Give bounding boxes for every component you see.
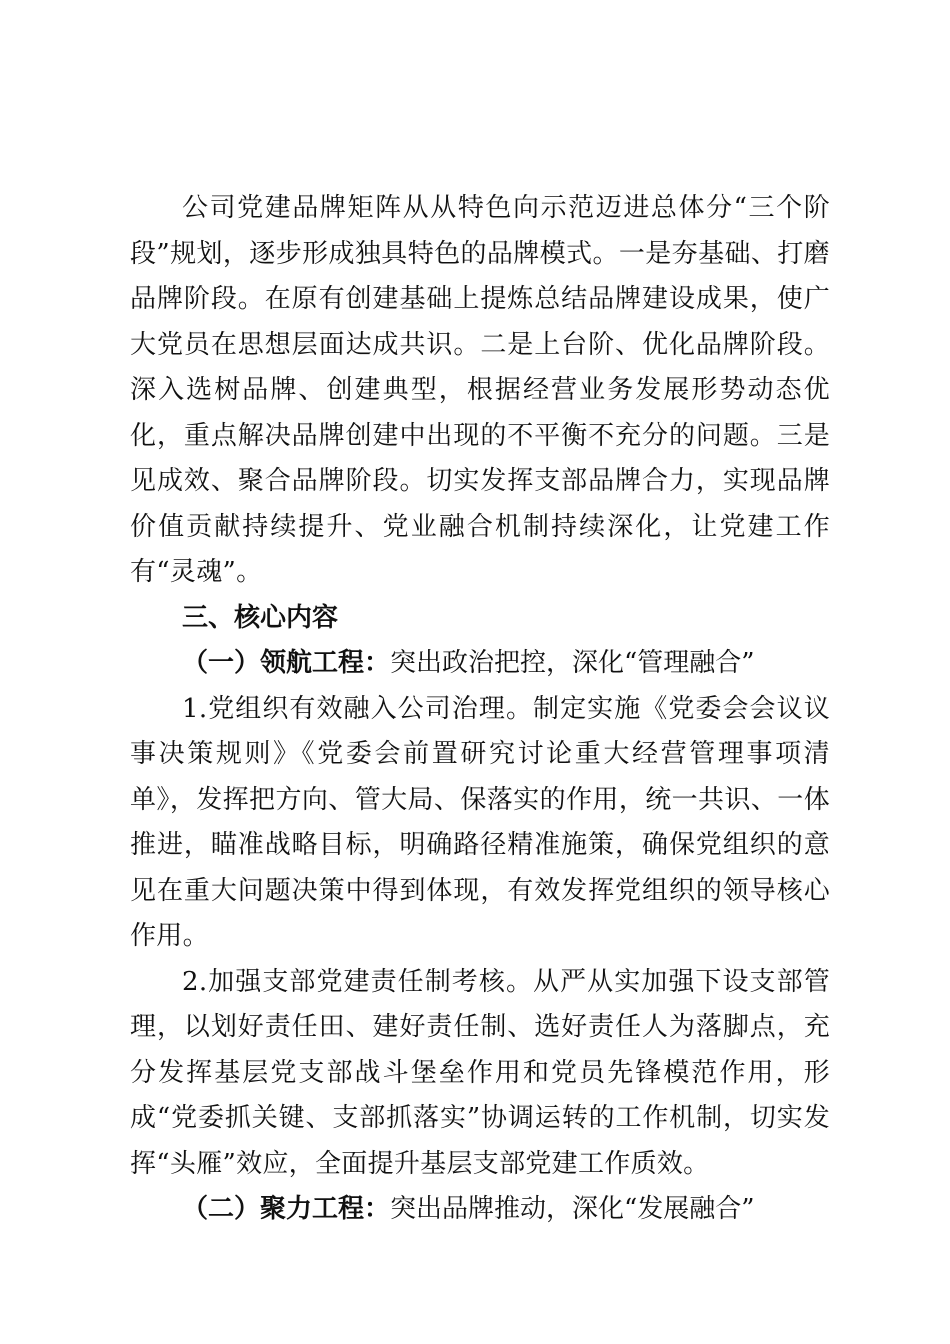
item-2-text: 加强支部党建责任制考核。从严从实加强下设支部管理，以划好责任田、建好责任制、选好责任人为落脚点，充分发挥基层党支部战斗堡垒作用和党员先锋模范作用，形成“党委抓关键、支部抓落实”协调运转的工作机制，切实发挥“头雁”效应，全面提升基层支部党建工作质效。: [130, 966, 830, 1179]
subsection-heading-1: [130, 641, 830, 687]
subsection-heading-2: [130, 1187, 830, 1233]
intro-paragraph-text: 公司党建品牌矩阵从从特色向示范迈进总体分“三个阶段”规划，逐步形成独具特色的品牌模式。一是夯基础、打磨品牌阶段。在原有创建基础上提炼总结品牌建设成果，使广大党员在思想层面达成共识。二是上台阶、优化品牌阶段。深入选树品牌、创建典型，根据经营业务发展形势动态优化，重点解决品牌创建中出现的不平衡不充分的问题。三是见成效、聚合品牌阶段。切实发挥支部品牌合力，实现品牌价值贡献持续提升、党业融合机制持续深化，让党建工作有“灵魂”。: [130, 193, 830, 587]
item-2-paragraph: [130, 960, 830, 1188]
item-1-paragraph: [130, 687, 830, 960]
subsection-2-rest: 突出品牌推动，深化“发展融合”: [390, 1194, 755, 1224]
document-page: [130, 186, 830, 1233]
subsection-1-rest: 突出政治把控，深化“管理融合”: [390, 648, 755, 678]
item-2-number: 2.: [182, 966, 208, 997]
intro-paragraph: [130, 186, 830, 596]
item-1-text: 党组织有效融入公司治理。制定实施《党委会会议议事决策规则》《党委会前置研究讨论重大经营管理事项清单》，发挥把方向、管大局、保落实的作用，统一共识、一体推进，瞄准战略目标，明确路径精准施策，确保党组织的意见在重大问题决策中得到体现，有效发挥党组织的领导核心作用。: [130, 693, 830, 951]
subsection-2-title: （二）聚力工程：: [182, 1194, 391, 1224]
section-heading: 三、核心内容: [182, 602, 339, 633]
item-1-number: 1.: [182, 693, 208, 724]
subsection-1-title: （一）领航工程：: [182, 648, 391, 678]
